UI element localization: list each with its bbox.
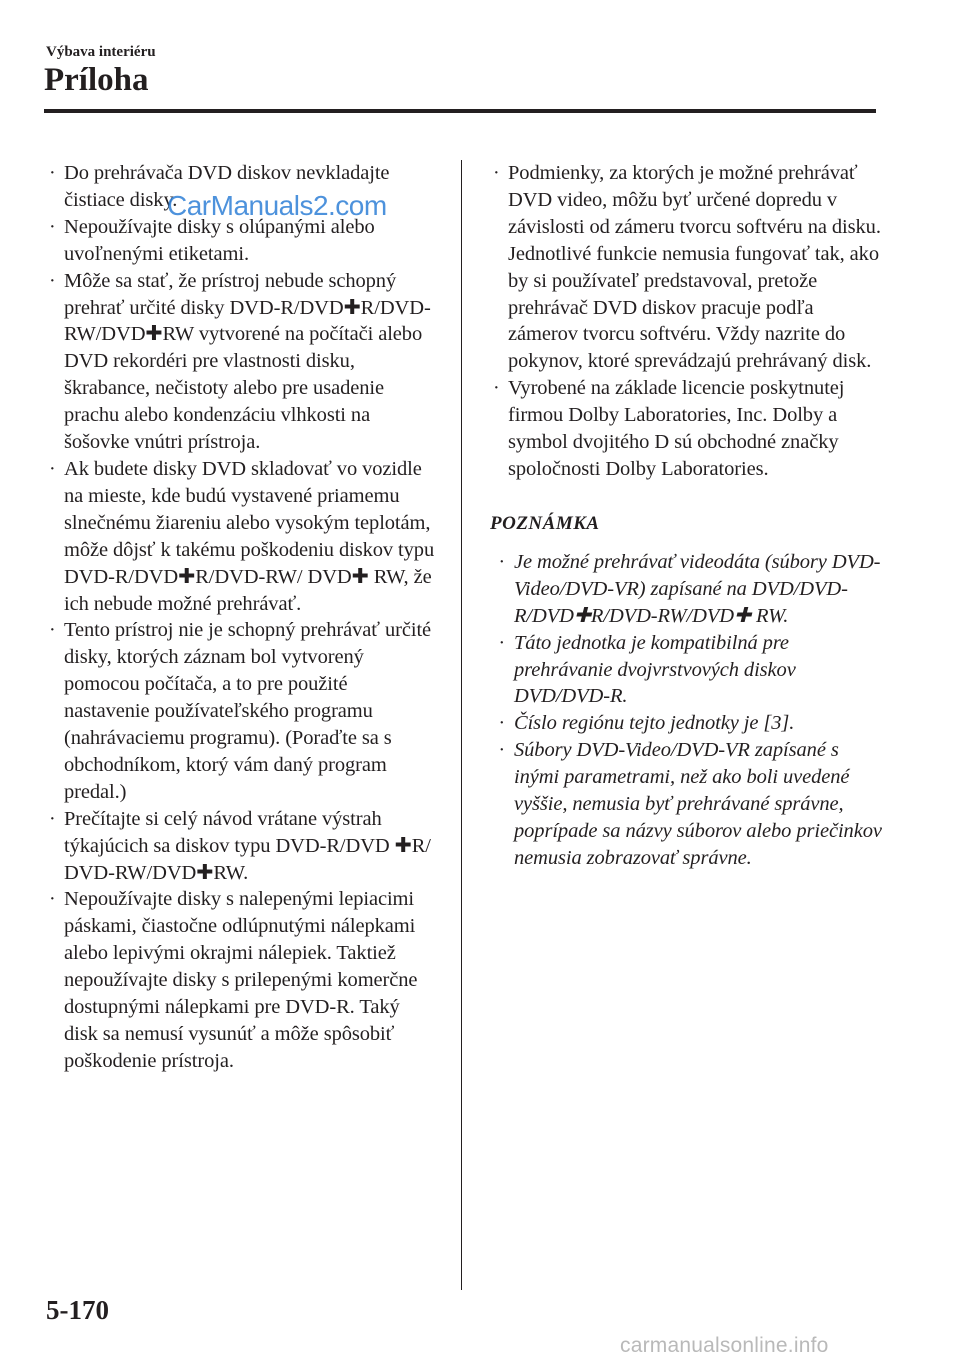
bullet-icon: · (49, 807, 56, 830)
list-item-text: Podmienky, za ktorých je možné prehrávať DVD video, môžu byť určené dopredu v závislosti od zámeru tvorcu softvéru na disku. Jednotlivé funkcie nemusia fungovať tak, ako by si používateľ predstavoval, pretože prehrávač DVD diskov pracuje podľa zámerov tvorcu softvéru. Vždy nazrite do pokynov, ktoré sprevádzajú prehrávaný disk. (508, 162, 881, 373)
list-item (48, 886, 438, 1074)
right-bullet-list (492, 160, 882, 483)
note-item-text: Číslo regiónu tejto jednotky je [3]. (514, 712, 795, 735)
header-rule (44, 109, 876, 113)
page-number: 5-170 (46, 1295, 109, 1325)
list-item-text: Nepoužívajte disky s nalepenými lepiacimi páskami, čiastočne odlúpnutými nálepkami alebo lepivými okrajmi nálepiek. Taktiež nepoužívajte disky s prilepenými komerčne dostupnými nálepkami pre DVD-R. Taký disk sa nemusí vysunúť a môže spôsobiť poškodenie prístroja. (64, 888, 418, 1072)
page-title: Príloha (44, 62, 149, 98)
list-item (492, 375, 882, 483)
bullet-icon: · (493, 377, 500, 400)
note-item-text: Súbory DVD-Video/DVD-VR zapísané s inými parametrami, než ako boli uvedené vyššie, nemusia byť prehrávané správne, poprípade sa názvy súborov alebo priečinkov nemusia zobrazovať správne. (514, 739, 882, 869)
bullet-icon: · (499, 550, 504, 573)
list-item-text: Prečítajte si celý návod vrátane výstrah týkajúcich sa diskov typu DVD-R/DVD ✚R/ DVD-RW/DVD✚RW. (64, 807, 431, 884)
bullet-icon: · (499, 712, 504, 735)
bullet-icon: · (49, 619, 56, 642)
note-item (498, 549, 882, 630)
column-divider (461, 160, 462, 1290)
watermark-carmanuals2: CarManuals2.com (167, 190, 387, 221)
note-item-text: Je možné prehrávať videodáta (súbory DVD-Video/DVD-VR) zapísané na DVD/DVD-R/DVD✚R/DVD-RW/DVD✚ RW. (514, 550, 881, 627)
bullet-icon: · (49, 888, 56, 911)
bullet-icon: · (49, 269, 56, 292)
bullet-icon: · (49, 162, 56, 184)
note-list (492, 549, 882, 872)
list-item-text: Do prehrávača DVD diskov nevkladajte čistiace disky. (64, 162, 390, 211)
bullet-icon: · (499, 739, 504, 762)
note-item (498, 737, 882, 872)
list-item (48, 806, 438, 887)
list-item (48, 456, 438, 617)
note-heading: POZNÁMKA (490, 512, 600, 534)
list-item-text: Môže sa stať, že prístroj nebude schopný prehrať určité disky DVD-R/DVD✚R/DVD-RW/DVD✚RW vytvorené na počítači alebo DVD rekordéri pre vlastnosti disku, škrabance, nečistoty alebo pre usadenie prachu alebo kondenzáciu vlhkosti na šošovke vnútri prístroja. (64, 269, 431, 454)
note-item (498, 710, 882, 737)
bullet-icon: · (493, 162, 500, 184)
list-item (48, 617, 438, 805)
list-item (48, 268, 438, 456)
watermark-carmanualsonline: carmanualsonline.info (620, 1334, 829, 1357)
note-item-text: Táto jednotka je kompatibilná pre prehrávanie dvojvrstvových diskov DVD/DVD-R. (514, 631, 796, 708)
note-item (498, 630, 882, 711)
right-column (492, 160, 882, 872)
left-bullet-list (48, 160, 438, 1075)
list-item-text: Vyrobené na základe licencie poskytnutej firmou Dolby Laboratories, Inc. Dolby a symbol dvojitého D sú obchodné značky spoločnosti Dolby Laboratories. (508, 377, 845, 480)
bullet-icon: · (49, 457, 56, 480)
bullet-icon: · (49, 215, 56, 238)
list-item-text: Ak budete disky DVD skladovať vo vozidle na mieste, kde budú vystavené priamemu slnečnému žiareniu alebo vysokým teplotám, môže dôjsť k takému poškodeniu diskov typu DVD-R/DVD✚R/DVD-RW/ DVD✚ RW, že ich nebude možné prehrávať. (64, 457, 435, 615)
left-column (48, 160, 438, 1075)
list-item-text: Nepoužívajte disky s olúpanými alebo uvoľnenými etiketami. (64, 215, 375, 265)
list-item-text: Tento prístroj nie je schopný prehrávať určité disky, ktorých záznam bol vytvorený pomocou počítača, a to pre použité nastavenie používateľského programu (nahrávaciemu programu). (Poraďte sa s obchodníkom, ktorý vám daný program predal.) (64, 619, 432, 803)
list-item (492, 160, 882, 375)
section-label: Výbava interiéru (46, 44, 156, 60)
bullet-icon: · (499, 631, 504, 654)
